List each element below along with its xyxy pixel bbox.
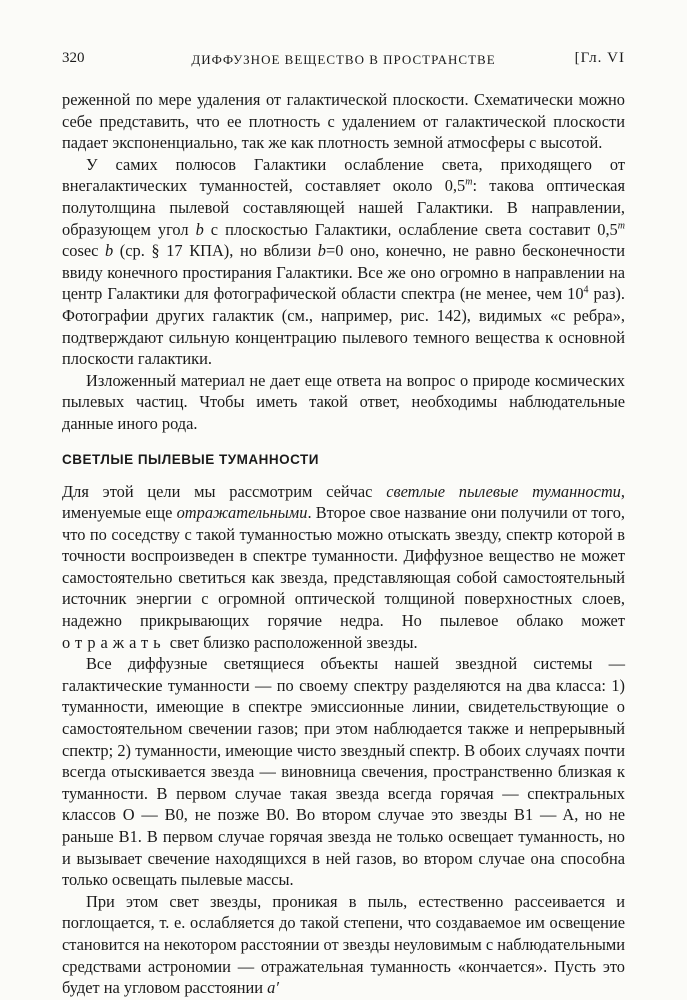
paragraph-5: Все диффузные светящиеся объекты нашей звездной системы — галактические туманности — по своему спектру разделяются на два класса: 1) туманности, имеющие в спектре эмиссионные линии, свидетельствующие о самостоятельном свечении газов; при этом наблюдается также и непрерывный спектр; 2) туманности, имеющие чисто звездный спектр. В обоих случаях почти всегда отыскивается звезда — виновница свечения, пространственно близкая к туманности. В первом случае такая звезда всегда горячая — спектральных классов O — B0, не позже B0. Во втором случае это звезды B1 — A, но не раньше B1. В первом случае горячая звезда не только освещает туманность, но и вызывает свечение находящихся в ней газов, во втором случае она способна только освещать пылевые массы.	[62, 654, 625, 890]
page-body	[62, 89, 625, 999]
paragraph-6: При этом свет звезды, проникая в пыль, естественно рассеивается и поглощается, т. е. ослабляется до такой степени, что создаваемое им освещение становится на некотором расстоянии от звезды неуловимым с наблюдательными средствами астрономии — отражательная туманность «кончается». Пусть это будет на угловом расстоянии a′	[62, 891, 625, 998]
page-number: 320	[62, 50, 85, 66]
page-header	[62, 50, 625, 72]
chapter-label: [Гл. VI	[574, 50, 625, 66]
running-title: ДИФФУЗНОЕ ВЕЩЕСТВО В ПРОСТРАНСТВЕ	[191, 52, 496, 67]
paragraph-1: реженной по мере удаления от галактической плоскости. Схематически можно себе представить, что ее плотность с удалением от галактической плоскости падает экспоненциально, так же как плотность земной атмосферы с высотой.	[62, 90, 625, 153]
paragraph-3: Изложенный материал не дает еще ответа на вопрос о природе космических пылевых частиц. Чтобы иметь такой ответ, необходимы наблюдательные данные иного рода.	[62, 370, 625, 433]
paragraph-2: У самих полюсов Галактики ослабление света, приходящего от внегалактических туманностей, составляет около 0,5$^m$: такова оптическая полутолщина пылевой составляющей нашей Галактики. В направлении, образующем угол b с плоскостью Галактики, ослабление света составит 0,5$^m$ cosec b (ср. § 17 КПА), но вблизи b=0 оно, конечно, не равно бесконечности ввиду конечного простирания Галактики. Все же оно огромно в направлении на центр Галактики для фотографической области спектра (не менее, чем $10^4$ раз). Фотографии других галактик (см., например, рис. 142), видимых «с ребра», подтверждают сильную концентрацию пылевого темного вещества к основной плоскости галактики.	[62, 154, 626, 369]
paragraph-4: Для этой цели мы рассмотрим сейчас светлые пылевые туманности, именуемые еще отражательными. Второе свое название они получили от того, что по соседству с такой туманностью можно отыскать звезду, спектр которой в точности воспроизведен в спектре туманности. Диффузное вещество не может самостоятельно светиться как звезда, представляющая собой самостоятельный источник энергии с огромной оптической толщиной поверхностных слоев, надежно прикрывающих горячие недра. Но пылевое облако может отражать свет близко расположенной звезды.	[62, 481, 625, 652]
section-heading: СВЕТЛЫЕ ПЫЛЕВЫЕ ТУМАННОСТИ	[62, 451, 319, 467]
